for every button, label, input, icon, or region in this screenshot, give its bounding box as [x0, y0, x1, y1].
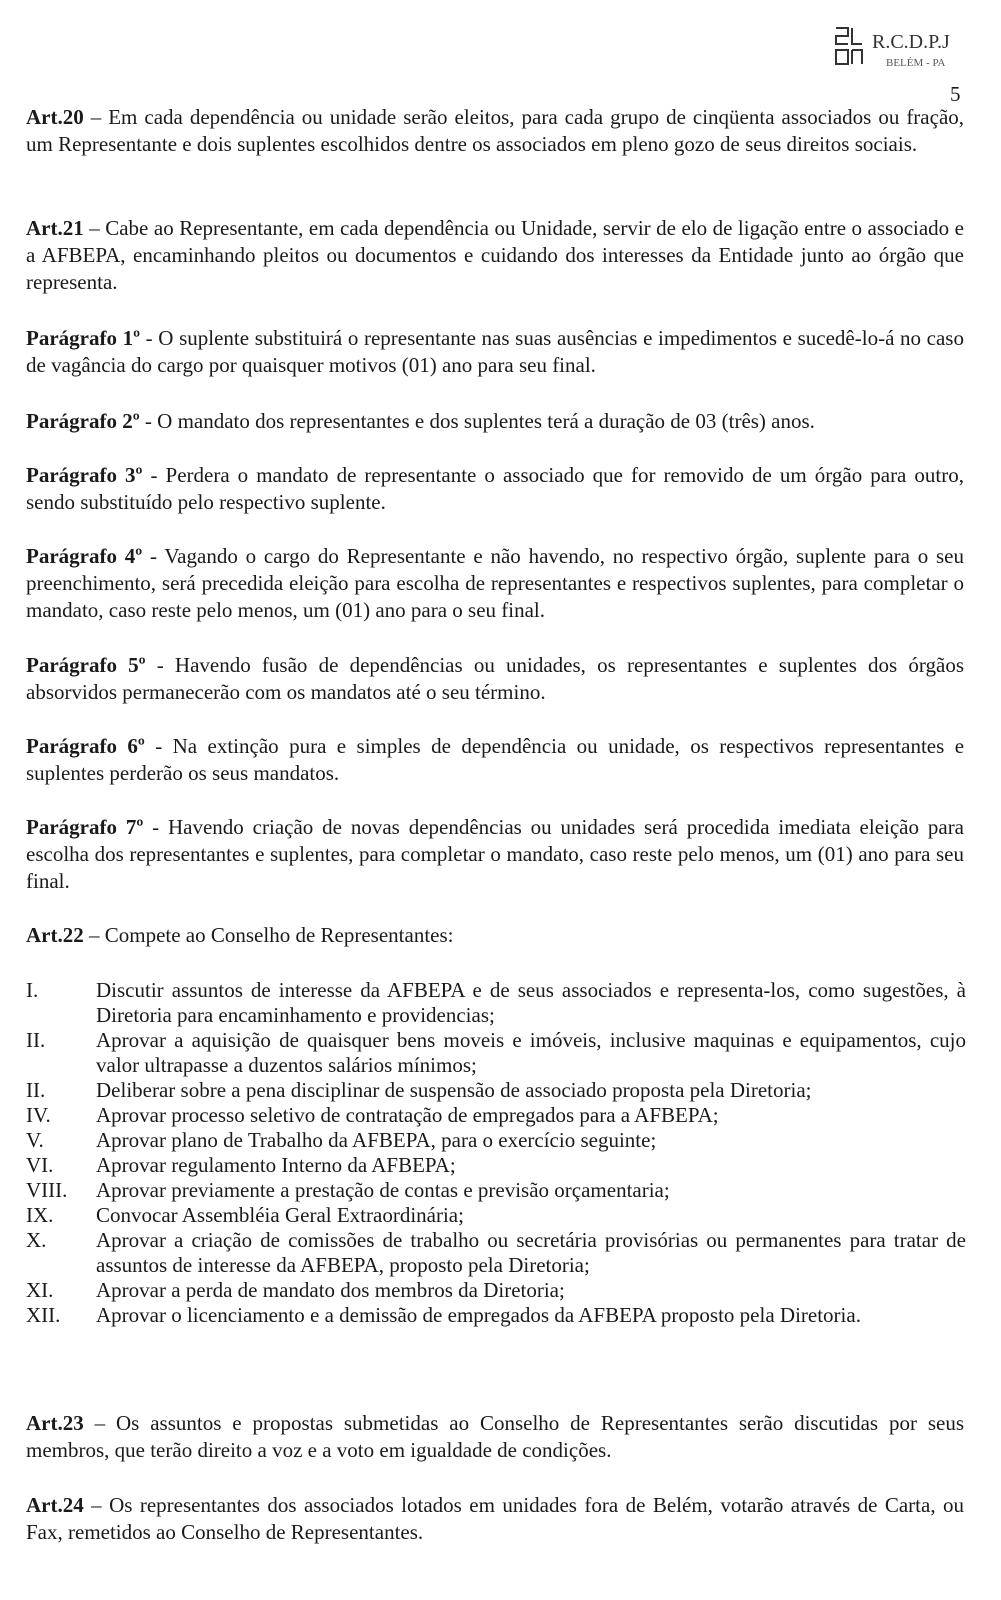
- paragraph-4: [26, 543, 964, 624]
- list-item-text: Aprovar a perda de mandato dos membros da Diretoria;: [96, 1278, 565, 1302]
- list-item-number: V.: [26, 1128, 44, 1152]
- paragraph-label: Parágrafo 1º: [26, 326, 141, 350]
- article-24-text: – Os representantes dos associados lotados em unidades fora de Belém, votarão através de Carta, ou Fax, remetidos ao Conselho de Representantes.: [26, 1493, 964, 1544]
- list-item-text: Aprovar a aquisição de quaisquer bens moveis e imóveis, inclusive maquinas e equipamentos, cujo valor ultrapasse a duzentos salários mínimos;: [96, 1028, 966, 1077]
- article-23: [26, 1410, 964, 1464]
- list-item: [26, 1203, 966, 1228]
- article-20-label: Art.20: [26, 105, 84, 129]
- list-item-number: VI.: [26, 1153, 54, 1177]
- page-number: 5: [950, 82, 961, 106]
- paragraph-label: Parágrafo 6º: [26, 734, 145, 758]
- list-item: [26, 1278, 966, 1303]
- list-item-text: Aprovar previamente a prestação de contas e previsão orçamentaria;: [96, 1178, 670, 1202]
- paragraph-label: Parágrafo 3º: [26, 463, 143, 487]
- list-item: [26, 1178, 966, 1203]
- paragraph-3: [26, 462, 964, 516]
- article-22: [26, 922, 964, 949]
- list-item: [26, 1028, 966, 1078]
- paragraph-text: - Havendo fusão de dependências ou unidades, os representantes e suplentes dos órgãos absorvidos permanecerão com os mandatos até o seu término.: [26, 653, 965, 704]
- paragraph-text: - Vagando o cargo do Representante e não havendo, no respectivo órgão, suplente para o seu preenchimento, será precedida eleição para escolha de representantes e respectivos suplentes, para completar o mandato, caso reste pelo menos, um (01) ano para o seu final.: [26, 544, 964, 622]
- list-item-number: XII.: [26, 1303, 61, 1327]
- article-20-text: – Em cada dependência ou unidade serão eleitos, para cada grupo de cinqüenta associados ou fração, um Representante e dois suplentes escolhidos dentre os associados em pleno gozo de seus direitos sociais.: [26, 105, 965, 156]
- list-item-number: II.: [26, 1028, 46, 1052]
- article-22-label: Art.22: [26, 923, 84, 947]
- list-item-number: I.: [26, 978, 39, 1002]
- list-item: [26, 1103, 966, 1128]
- paragraph-label: Parágrafo 2º: [26, 409, 140, 433]
- list-item: [26, 1128, 966, 1153]
- svg-text:R.C.D.P.J: R.C.D.P.J: [872, 31, 950, 53]
- paragraph-6: [26, 733, 964, 787]
- list-item: [26, 1303, 966, 1328]
- list-item-number: II.: [26, 1078, 46, 1102]
- article-24: [26, 1492, 964, 1546]
- paragraph-text: - O suplente substituirá o representante nas suas ausências e impedimentos e sucedê-lo-á no caso de vagância do cargo por quaisquer motivos (01) ano para seu final.: [26, 326, 964, 377]
- list-item-text: Aprovar regulamento Interno da AFBEPA;: [96, 1153, 456, 1177]
- article-23-text: – Os assuntos e propostas submetidas ao Conselho de Representantes serão discutidas por seus membros, que terão direito a voz e a voto em igualdade de condições.: [26, 1411, 964, 1462]
- list-item: [26, 978, 966, 1028]
- list-item-text: Discutir assuntos de interesse da AFBEPA e de seus associados e representa-los, como sugestões, à Diretoria para encaminhamento e providencias;: [96, 978, 966, 1027]
- competence-list: [26, 978, 966, 1328]
- paragraph-7: [26, 814, 964, 895]
- paragraph-text: - Havendo criação de novas dependências ou unidades será procedida imediata eleição para escolha dos representantes e suplentes, para completar o mandato, caso reste pelo menos, um (01) ano para seu final.: [26, 815, 965, 893]
- paragraph-text: - Na extinção pura e simples de dependência ou unidade, os respectivos representantes e suplentes perderão os seus mandatos.: [26, 734, 965, 785]
- article-23-label: Art.23: [26, 1411, 84, 1435]
- paragraph-label: Parágrafo 5º: [26, 653, 146, 677]
- list-item-number: IX.: [26, 1203, 54, 1227]
- registry-stamp: [830, 22, 970, 72]
- list-item-text: Aprovar plano de Trabalho da AFBEPA, para o exercício seguinte;: [96, 1128, 657, 1152]
- list-item: [26, 1078, 966, 1103]
- article-20: [26, 104, 964, 158]
- list-item-number: VIII.: [26, 1178, 68, 1202]
- paragraph-2: [26, 408, 964, 435]
- svg-text:BELÉM - PA: BELÉM - PA: [886, 57, 946, 69]
- paragraph-text: - O mandato dos representantes e dos suplentes terá a duração de 03 (três) anos.: [144, 409, 815, 433]
- paragraph-5: [26, 652, 964, 706]
- article-21-text: – Cabe ao Representante, em cada dependência ou Unidade, servir de elo de ligação entre o associado e a AFBEPA, encaminhando pleitos ou documentos e cuidando dos interesses da Entidade junto ao órgão que representa.: [26, 216, 964, 294]
- list-item: [26, 1228, 966, 1278]
- paragraph-text: - Perdera o mandato de representante o associado que for removido de um órgão para outro, sendo substituído pelo respectivo suplente.: [26, 463, 964, 514]
- list-item-text: Deliberar sobre a pena disciplinar de suspensão de associado proposta pela Diretoria;: [96, 1078, 812, 1102]
- list-item-text: Aprovar a criação de comissões de trabalho ou secretária provisórias ou permanentes para tratar de assuntos de interesse da AFBEPA, proposto pela Diretoria;: [96, 1228, 966, 1277]
- list-item-number: IV.: [26, 1103, 51, 1127]
- list-item-number: XI.: [26, 1278, 54, 1302]
- paragraph-1: [26, 325, 964, 379]
- article-22-text: – Compete ao Conselho de Representantes:: [88, 923, 454, 947]
- article-24-label: Art.24: [26, 1493, 84, 1517]
- paragraph-label: Parágrafo 4º: [26, 544, 143, 568]
- list-item-text: Convocar Assembléia Geral Extraordinária;: [96, 1203, 464, 1227]
- paragraph-label: Parágrafo 7º: [26, 815, 144, 839]
- list-item-number: X.: [26, 1228, 47, 1252]
- article-21-label: Art.21: [26, 216, 84, 240]
- list-item: [26, 1153, 966, 1178]
- list-item-text: Aprovar processo seletivo de contratação de empregados para a AFBEPA;: [96, 1103, 719, 1127]
- list-item-text: Aprovar o licenciamento e a demissão de empregados da AFBEPA proposto pela Diretoria.: [96, 1303, 861, 1327]
- article-21: [26, 215, 964, 296]
